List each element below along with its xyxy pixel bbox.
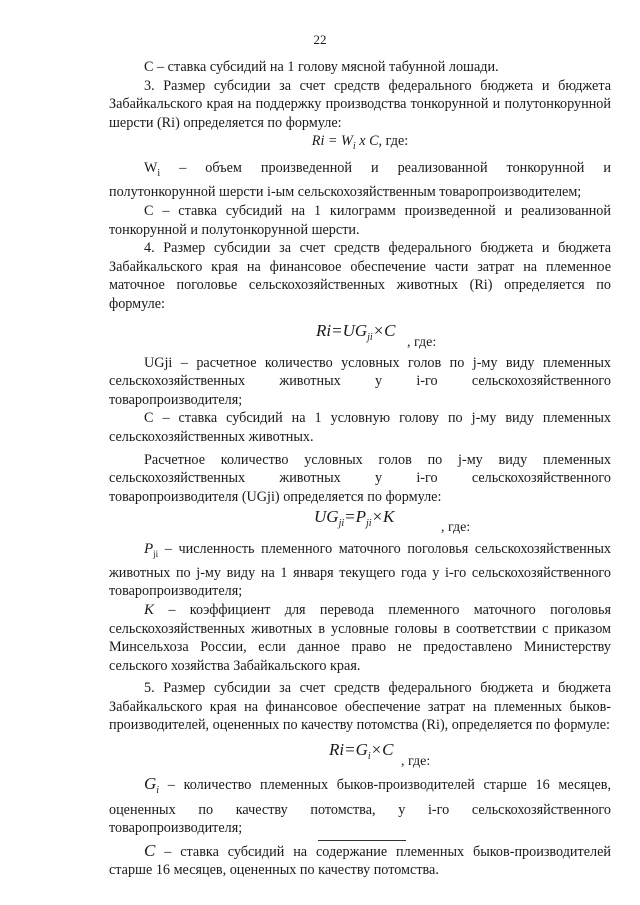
definition-c-bulls: C – ставка субсидий на содержание племенных быков-производителей старше 16 месяцев, оцененных по качеству потомства. [109, 840, 611, 879]
definition-k: K – коэффициент для перевода племенного маточного поголовья сельскохозяйственных животных в условные головы в соответствии с приказом Минсельхоза России, если данное право не предоставлено Министерству сельского хозяйства Забайкальского края. [109, 601, 611, 674]
formula-breeding-stock: $Ri=UG_{ji}\times C$ , где: [316, 320, 437, 350]
paragraph-3: 3. Размер субсидии за счет средств федерального бюджета и бюджета Забайкальского края на поддержку производства тонкорунной и полутонкорунной шерсти (Ri) определяется по формуле: [109, 77, 611, 131]
paragraph-horse-rate: С – ставка субсидий на 1 голову мясной табунной лошади. [144, 59, 499, 75]
formula-bulls: $Ri=G_i\times C$ , где: [329, 740, 431, 770]
definition-wi: $W_i$ – объем произведенной и реализованной тонкорунной и полутонкорунной шерсти i-ым сельскохозяйственным товаропроизводителем; [109, 159, 611, 201]
definition-c-head: С – ставка субсидий на 1 условную голову по j-му виду племенных сельскохозяйственных животных. [109, 410, 611, 445]
definition-ugji: UGji – расчетное количество условных голов по j-му виду племенных сельскохозяйственных животных у i-го сельскохозяйственного товаропроизводителя; [109, 354, 611, 408]
paragraph-5: 5. Размер субсидии за счет средств федерального бюджета и бюджета Забайкальского края на финансовое обеспечение затрат на племенных быков-производителей, оцененных по качеству потомства (Ri), определяется по формуле: [109, 680, 611, 734]
definition-gi: $G_i$ – количество племенных быков-производителей старше 16 месяцев, оцененных по качеству потомства, у i-го сельскохозяйственного товаропроизводителя; [109, 774, 611, 837]
page-number: 22 [313, 32, 327, 47]
formula-ugji: $UG_{ji}=P_{ji}\times K$ , где: [314, 507, 471, 536]
definition-c-wool: С – ставка субсидий на 1 килограмм произведенной и реализованной тонкорунной и полутонкорунной шерсти. [109, 202, 611, 238]
paragraph-calc: Расчетное количество условных голов по j-му виду племенных сельскохозяйственных животных у i-го сельскохозяйственного товаропроизводителя (UGji) определяется по формуле: [109, 451, 611, 505]
definition-pji: $P_{ji}$ – численность племенного маточного поголовья сельскохозяйственных животных по j-му виду на 1 января текущего года у i-го сельскохозяйственного товаропроизводителя; [109, 541, 611, 600]
document-body [109, 58, 611, 880]
paragraph-4: 4. Размер субсидии за счет средств федерального бюджета и бюджета Забайкальского края на финансовое обеспечение части затрат на племенное маточное поголовье сельскохозяйственных животных (Ri) определяется по формуле: [109, 240, 611, 312]
footer-separator [318, 840, 406, 841]
formula-wool: $Ri = W_i$ x C, где: [311, 133, 409, 153]
